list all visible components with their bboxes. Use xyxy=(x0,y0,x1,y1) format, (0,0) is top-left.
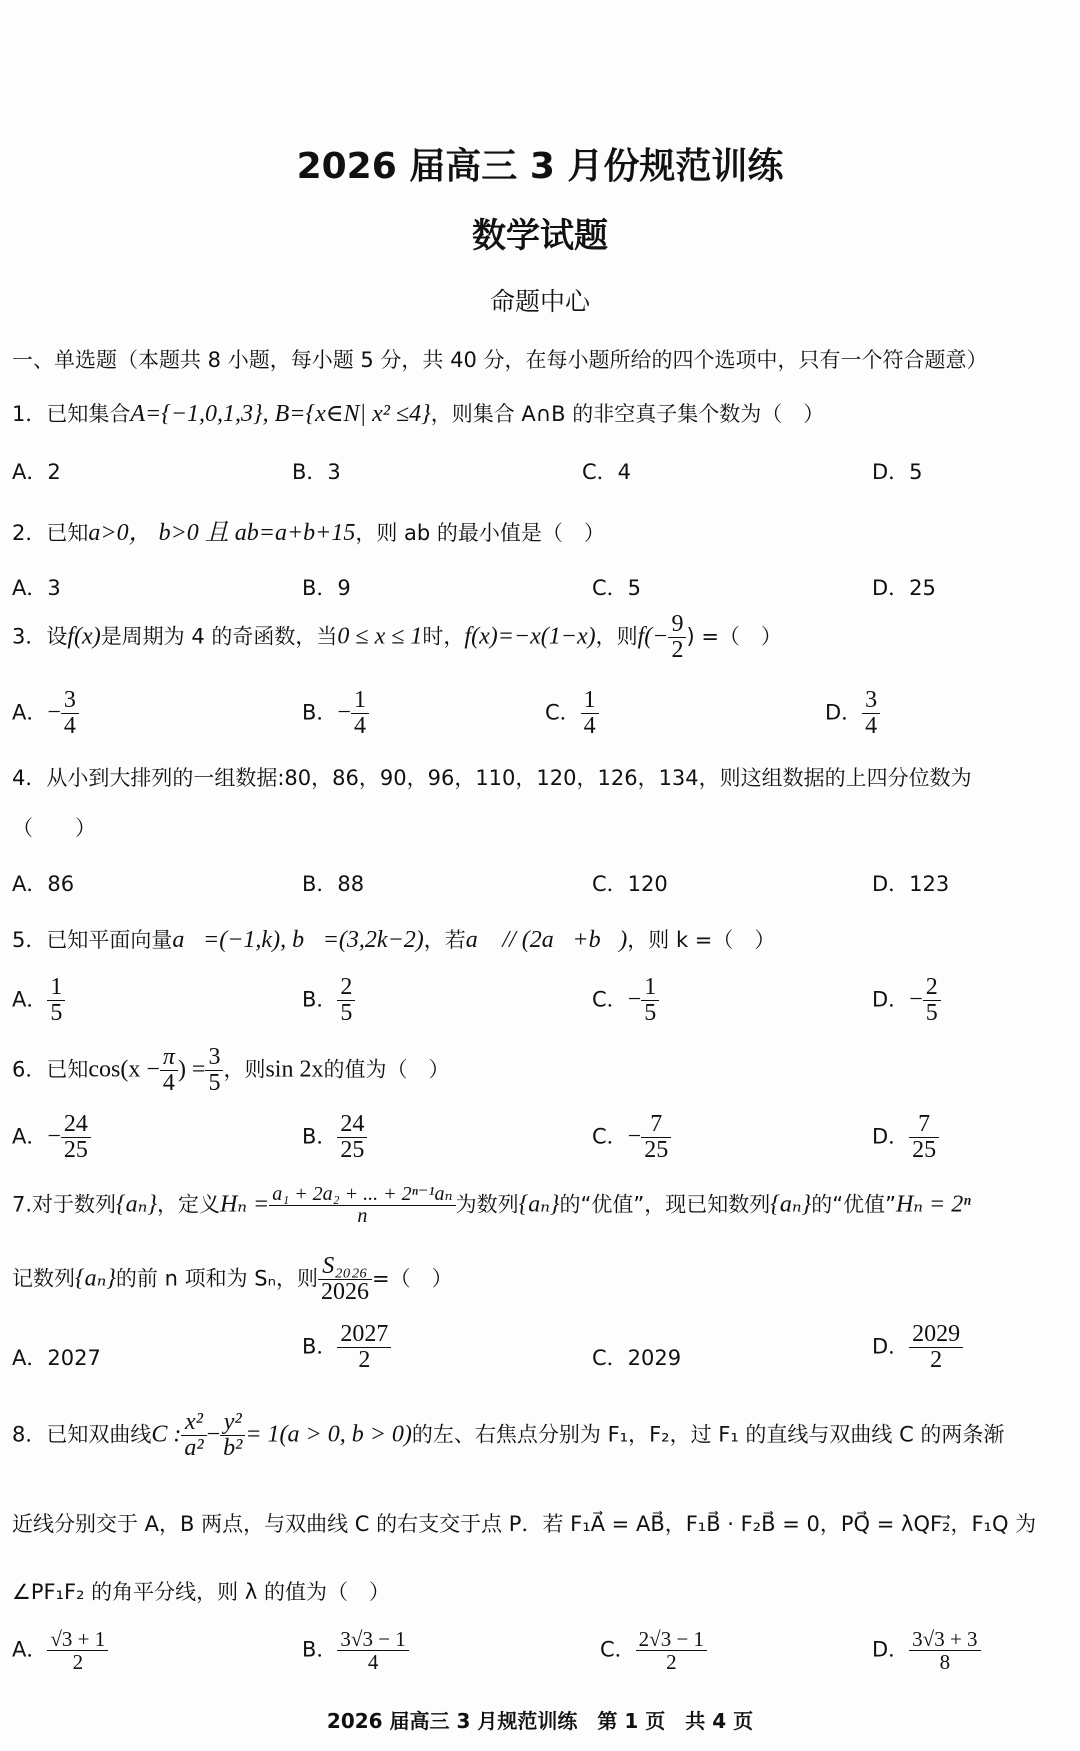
q3-math2: 0 ≤ x ≤ 1 xyxy=(337,623,423,650)
question-7-line2: 记数列{aₙ}的前 n 项和为 Sₙ，则 $\frac{\text{S₂₀₂₆}}{2026}$ =（ ） xyxy=(12,1253,453,1306)
question-1 xyxy=(12,398,824,428)
q3-option-d: D． $\frac{3}{4}$ xyxy=(825,688,880,739)
q5-option-d: D．− $\frac{2}{5}$ xyxy=(872,975,941,1026)
q2-option-d: D．25 xyxy=(872,576,936,600)
q7-option-b: B． $\frac{2027}{2}$ xyxy=(302,1322,391,1373)
section-heading: 一、单选题（本题共 8 小题，每小题 5 分，共 40 分，在每小题所给的四个选项中，只有一个符合题意） xyxy=(12,348,988,372)
q1-option-c: C．4 xyxy=(582,460,632,484)
question-8-line3: ∠PF₁F₂ 的角平分线，则 λ 的值为（ ） xyxy=(12,1580,390,1604)
q5-math2: a⃗ // (2a⃗+b⃗) xyxy=(465,927,628,953)
question-3 xyxy=(12,612,782,663)
q3-mid: 是周期为 4 的奇函数，当 xyxy=(100,624,338,649)
q2-option-a: A．3 xyxy=(12,576,61,600)
q2-lead: 2．已知 xyxy=(12,521,89,545)
exam-title: 2026 届高三 3 月份规范训练 xyxy=(296,146,784,187)
q5-math: a⃗=(−1,k), b⃗=(3,2k−2) xyxy=(172,927,424,953)
q6-option-b: B． $\frac{24}{25}$ xyxy=(302,1112,367,1163)
q3-math4: f(− xyxy=(637,623,669,650)
exam-author: 命题中心 xyxy=(489,287,590,316)
q8-option-c: C． $\frac{2√3 - 1}{2}$ xyxy=(600,1628,707,1673)
q7-option-a: A．2027 xyxy=(12,1346,101,1370)
q6-option-a: A．− $\frac{24}{25}$ xyxy=(12,1112,91,1163)
q8-option-d: D． $\frac{3√3 + 3}{8}$ xyxy=(872,1628,981,1673)
q1-option-a: A．2 xyxy=(12,460,61,484)
q3-lead: 3．设 xyxy=(12,624,68,649)
q2-option-c: C．5 xyxy=(592,576,642,600)
q4-option-d: D．123 xyxy=(872,872,950,896)
q2-math: a>0， b>0 且 ab=a+b+15 xyxy=(88,520,356,546)
q8-option-b: B． $\frac{3√3 - 1}{4}$ xyxy=(302,1628,409,1673)
q8-option-a: A． $\frac{√3 + 1}{2}$ xyxy=(12,1628,108,1673)
q1-option-d: D．5 xyxy=(872,460,923,484)
q3-math1: f(x) xyxy=(67,623,101,650)
q7-option-d: D． $\frac{2029}{2}$ xyxy=(872,1322,963,1373)
q4-option-b: B．88 xyxy=(302,872,365,896)
q6-value-fraction: $\frac{3}{5}$ xyxy=(205,1045,223,1096)
exam-subject: 数学试题 xyxy=(472,216,608,256)
q5-option-b: B． $\frac{2}{5}$ xyxy=(302,975,355,1026)
q6-option-d: D． $\frac{7}{25}$ xyxy=(872,1112,939,1163)
q5-option-a: A． $\frac{1}{5}$ xyxy=(12,975,65,1026)
question-7: 7.对于数列{aₙ}，定义Hₙ = $\frac{\text{a₁ + 2a₂ + ... + 2ⁿ⁻¹aₙ}}{n}$ 为数列{aₙ}的“优值”，现已知数列{aₙ}的“优值”Hₙ = 2ⁿ xyxy=(12,1183,971,1227)
q1-lead: 1．已知集合 xyxy=(12,402,131,426)
q4-option-c: C．120 xyxy=(592,872,668,896)
question-4-paren: （ ） xyxy=(12,816,96,840)
q6-pi-fraction: $\frac{\pi}{4}$ xyxy=(160,1045,178,1096)
q7-ratio-fraction: $\frac{\text{S₂₀₂₆}}{2026}$ xyxy=(318,1254,372,1305)
q3-option-a: A．− $\frac{3}{4}$ xyxy=(12,688,79,739)
q1-math: A={−1,0,1,3}, B={x∈N| x² ≤4} xyxy=(130,401,431,427)
q1-option-b: B．3 xyxy=(292,460,341,484)
q7-hn-fraction: $\frac{\text{a₁ + 2a₂ + ... + 2ⁿ⁻¹aₙ}}{n}$ xyxy=(269,1184,455,1227)
q4-option-a: A．86 xyxy=(12,872,75,896)
q7-option-c: C．2029 xyxy=(592,1346,682,1370)
question-8: 8．已知双曲线C : $\frac{\text{x²}}{\text{a²}}$ − $\frac{\text{y²}}{\text{b²}}$ = 1(a > 0, b > 0)的左、右焦点分别为 F₁，F₂，过 F₁ 的直线与双曲线 C 的两条渐 xyxy=(12,1409,1005,1462)
q3-option-c: C． $\frac{1}{4}$ xyxy=(545,688,599,739)
q3-tail: ) =（ ） xyxy=(686,624,782,649)
q2-tail: ，则 ab 的最小值是（ ） xyxy=(355,521,605,545)
question-5: 5．已知平面向量a⃗=(−1,k), b⃗=(3,2k−2)，若a⃗ // (2a⃗+b⃗)，则 k =（ ） xyxy=(12,927,776,953)
question-6: 6．已知cos(x − $\frac{\pi}{4}$ ) = $\frac{3}{5}$ ，则sin 2x的值为（ ） xyxy=(12,1044,450,1097)
q3-math3: f(x)=−x(1−x) xyxy=(464,623,596,650)
question-4: 4．从小到大排列的一组数据:80，86，90，96，110，120，126，134，则这组数据的上四分位数为 xyxy=(12,766,972,790)
q6-option-c: C．− $\frac{7}{25}$ xyxy=(592,1112,671,1163)
q2-option-b: B．9 xyxy=(302,576,351,600)
q3-fraction: $\frac{9}{2}$ xyxy=(668,612,686,663)
q3-mid2: 时， xyxy=(422,624,465,649)
q1-tail: ，则集合 A∩B 的非空真子集个数为（ ） xyxy=(430,402,825,426)
q5-option-c: C．− $\frac{1}{5}$ xyxy=(592,975,659,1026)
page-footer: 2026 届高三 3 月规范训练 第 1 页 共 4 页 xyxy=(326,1709,754,1733)
question-8-line2: 近线分别交于 A，B 两点，与双曲线 C 的右支交于点 P．若 F₁A⃗ = AB⃗，F₁B⃗ · F₂B⃗ = 0，PQ⃗ = λQF₂⃗，F₁Q 为 xyxy=(12,1512,1037,1536)
q3-option-b: B．− $\frac{1}{4}$ xyxy=(302,688,369,739)
question-2 xyxy=(12,512,605,547)
q3-mid3: ，则 xyxy=(595,624,638,649)
